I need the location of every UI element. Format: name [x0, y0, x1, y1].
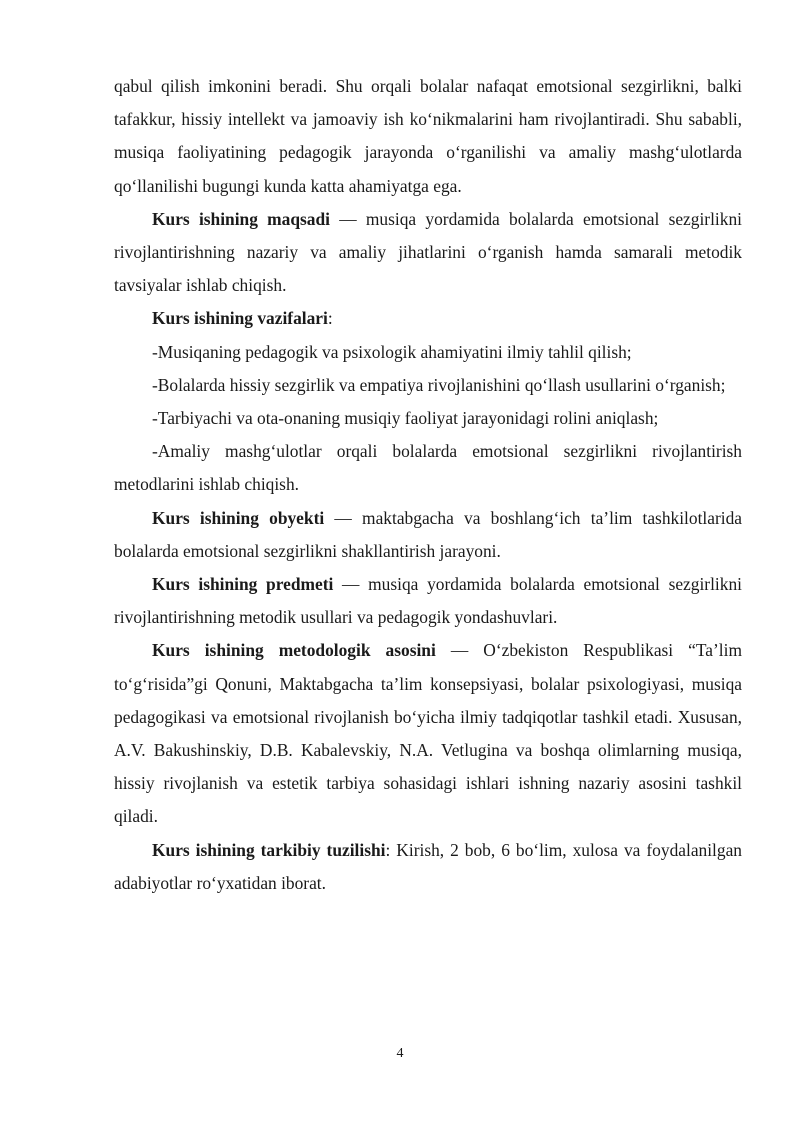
tasks-suffix: :	[327, 308, 333, 329]
tasks-label: Kurs ishining vazifalari	[152, 308, 328, 329]
task-item-4: -Amaliy mashg‘ulotlar orqali bolalarda emotsional sezgirlikni rivojlantirish metodlarini ishlab chiqish.	[114, 441, 742, 495]
goal-label: Kurs ishining maqsadi	[152, 208, 330, 229]
goal-text: — musiqa yordamida bolalarda emotsional sezgirlikni rivojlantirishning nazariy va amaliy jihatlarini o‘rganish hamda samarali metodik tavsiyalar ishlab chiqish.	[114, 208, 742, 296]
structure-label: Kurs ishining tarkibiy tuzilishi	[152, 839, 386, 860]
methodology-paragraph	[114, 634, 742, 833]
structure-paragraph	[114, 834, 742, 900]
methodology-text: — O‘zbekiston Respublikasi “Ta’lim to‘g‘risida”gi Qonuni, Maktabgacha ta’lim konsepsiyasi, bolalar psixologiyasi, musiqa pedagogikasi va emotsional rivojlanish bo‘yicha ilmiy tadqiqotlar tashkil etadi. Xususan, A.V. Bakushinskiy, D.B. Kabalevskiy, N.A. Vetlugina va boshqa olimlarning musiqa, hissiy rivojlanish va estetik tarbiya sohasidagi ishlari ishning nazariy asosini tashkil qiladi.	[114, 640, 743, 827]
methodology-label: Kurs ishining metodologik asosini	[152, 640, 436, 661]
subject-paragraph	[114, 568, 742, 634]
document-page	[114, 70, 742, 900]
tasks-heading	[114, 302, 742, 335]
object-text: — maktabgacha va boshlang‘ich ta’lim tashkilotlarida bolalarda emotsional sezgirlikni shakllantirish jarayoni.	[114, 507, 742, 561]
goal-paragraph	[114, 203, 742, 303]
task-item-1: -Musiqaning pedagogik va psixologik ahamiyatini ilmiy tahlil qilish;	[152, 341, 632, 362]
page-number: 4	[396, 1046, 404, 1061]
task-item-3: -Tarbiyachi va ota-onaning musiqiy faoliyat jarayonidagi rolini aniqlash;	[152, 408, 659, 429]
object-paragraph	[114, 502, 742, 568]
subject-text: — musiqa yordamida bolalarda emotsional sezgirlikni rivojlantirishning metodik usullari va pedagogik yondashuvlari.	[114, 574, 742, 628]
object-label: Kurs ishining obyekti	[152, 507, 325, 528]
task-item-2: -Bolalarda hissiy sezgirlik va empatiya rivojlanishini qo‘llash usullarini o‘rganish;	[152, 374, 726, 395]
subject-label: Kurs ishining predmeti	[152, 574, 334, 595]
intro-paragraph: qabul qilish imkonini beradi. Shu orqali bolalar nafaqat emotsional sezgirlikni, balki tafakkur, hissiy intellekt va jamoaviy ish ko‘nikmalarini ham rivojlantiradi. Shu sababli, musiqa faoliyatining pedagogik jarayonda o‘rganilishi va amaliy mashg‘ulotlarda qo‘llanilishi bugungi kunda katta ahamiyatga ega.	[114, 76, 742, 196]
structure-text: : Kirish, 2 bob, 6 bo‘lim, xulosa va foydalanilgan adabiyotlar ro‘yxatidan iborat.	[114, 839, 743, 893]
